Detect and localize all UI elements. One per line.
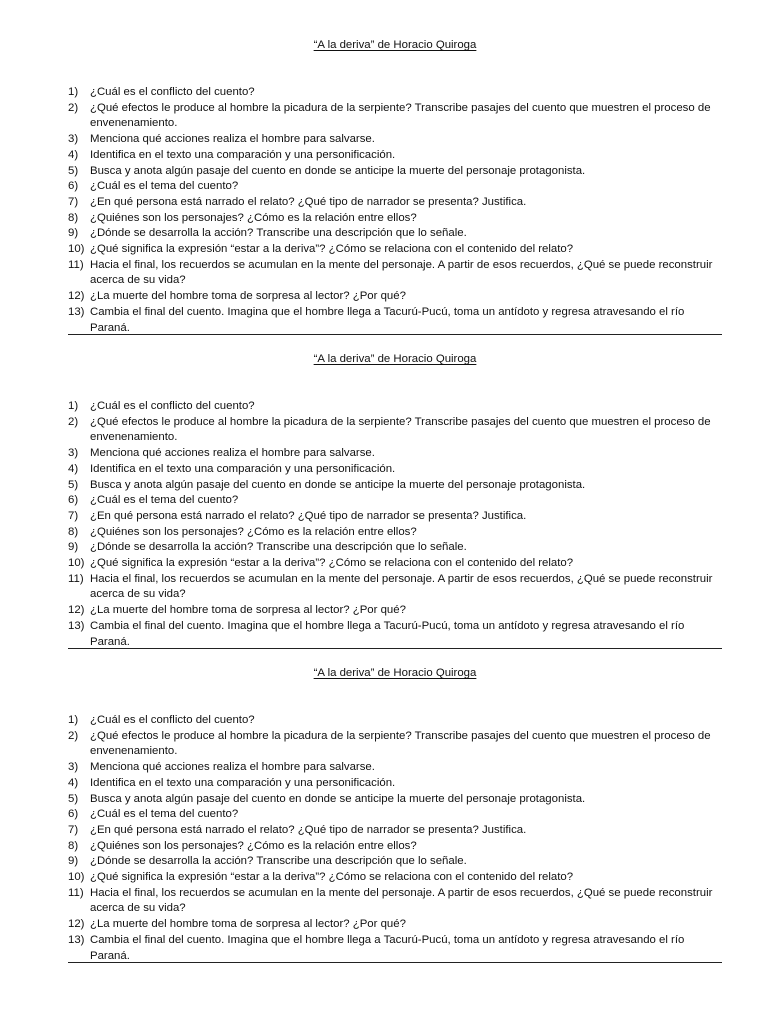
question-number: 13)	[68, 619, 85, 632]
question-number: 9)	[68, 541, 79, 554]
question-text: Identifica en el texto una comparación y una personificación.	[90, 776, 396, 789]
question-number: 8)	[68, 211, 79, 224]
question-number: 4)	[68, 462, 79, 475]
question-text: Cambia el final del cuento. Imagina que el hombre llega a Tacurú-Pucú, toma un antídoto y regresa atravesando el río Paraná.	[90, 305, 685, 334]
question-item	[68, 870, 722, 886]
question-item	[68, 807, 722, 823]
question-text: Menciona qué acciones realiza el hombre para salvarse.	[90, 447, 375, 460]
question-text: Cambia el final del cuento. Imagina que el hombre llega a Tacurú-Pucú, toma un antídoto y regresa atravesando el río Paraná.	[90, 933, 685, 962]
question-number: 12)	[68, 604, 85, 617]
question-text: ¿Qué efectos le produce al hombre la picadura de la serpiente? Transcribe pasajes del cuento que muestren el proceso de envenenamiento.	[90, 729, 711, 758]
question-item	[68, 917, 722, 933]
question-number: 7)	[68, 195, 79, 208]
question-text: ¿Cuál es el tema del cuento?	[90, 180, 239, 193]
question-number: 1)	[68, 400, 79, 412]
question-number: 6)	[68, 808, 79, 821]
question-item	[68, 258, 722, 289]
question-number: 13)	[68, 305, 85, 318]
question-item	[68, 101, 722, 132]
question-text: ¿La muerte del hombre toma de sorpresa al lector? ¿Por qué?	[90, 918, 406, 931]
question-number: 5)	[68, 478, 79, 491]
question-number: 11)	[68, 572, 84, 585]
question-number: 5)	[68, 164, 79, 177]
question-list	[68, 85, 722, 336]
question-item	[68, 854, 722, 870]
question-text: ¿La muerte del hombre toma de sorpresa al lector? ¿Por qué?	[90, 604, 406, 617]
question-number: 1)	[68, 714, 79, 726]
question-number: 4)	[68, 776, 79, 789]
section-divider	[68, 962, 722, 963]
question-number: 10)	[68, 871, 85, 884]
question-item	[68, 164, 722, 180]
question-text: ¿Dónde se desarrolla la acción? Transcribe una descripción que lo señale.	[90, 541, 467, 554]
question-number: 12)	[68, 290, 85, 303]
question-number: 4)	[68, 148, 79, 161]
question-item	[68, 226, 722, 242]
question-item	[68, 776, 722, 792]
question-number: 3)	[68, 761, 79, 774]
section-title: “A la deriva” de Horacio Quiroga	[313, 667, 477, 679]
question-text: ¿La muerte del hombre toma de sorpresa al lector? ¿Por qué?	[90, 290, 406, 303]
question-number: 5)	[68, 792, 79, 805]
question-item	[68, 572, 722, 603]
section-divider	[68, 648, 722, 649]
question-item	[68, 729, 722, 760]
question-item	[68, 540, 722, 556]
question-item	[68, 289, 722, 305]
question-item	[68, 713, 722, 729]
question-item	[68, 619, 722, 650]
question-number: 10)	[68, 557, 85, 570]
question-text: Menciona qué acciones realiza el hombre para salvarse.	[90, 133, 375, 146]
question-item	[68, 446, 722, 462]
question-text: ¿Cuál es el conflicto del cuento?	[90, 400, 255, 412]
question-item	[68, 242, 722, 258]
question-text: Busca y anota algún pasaje del cuento en donde se anticipe la muerte del personaje protagonista.	[90, 478, 586, 491]
question-item	[68, 85, 722, 101]
question-number: 3)	[68, 447, 79, 460]
question-item	[68, 760, 722, 776]
question-text: Hacia el final, los recuerdos se acumulan en la mente del personaje. A partir de esos recuerdos, ¿Qué se puede reconstruir acerca de su vida?	[90, 572, 713, 601]
question-item	[68, 415, 722, 446]
question-text: Identifica en el texto una comparación y una personificación.	[90, 148, 396, 161]
question-item	[68, 148, 722, 164]
question-text: ¿Dónde se desarrolla la acción? Transcribe una descripción que lo señale.	[90, 227, 467, 240]
question-number: 9)	[68, 855, 79, 868]
question-text: Cambia el final del cuento. Imagina que el hombre llega a Tacurú-Pucú, toma un antídoto y regresa atravesando el río Paraná.	[90, 619, 685, 648]
question-item	[68, 195, 722, 211]
question-number: 11)	[68, 258, 84, 271]
question-text: ¿Cuál es el conflicto del cuento?	[90, 86, 255, 98]
question-text: ¿Qué efectos le produce al hombre la picadura de la serpiente? Transcribe pasajes del cuento que muestren el proceso de envenenamiento.	[90, 415, 711, 444]
question-text: ¿Qué efectos le produce al hombre la picadura de la serpiente? Transcribe pasajes del cuento que muestren el proceso de envenenamiento.	[90, 101, 711, 130]
question-item	[68, 886, 722, 917]
question-item	[68, 399, 722, 415]
question-number: 8)	[68, 839, 79, 852]
question-number: 6)	[68, 180, 79, 193]
question-number: 2)	[68, 101, 79, 114]
question-item	[68, 509, 722, 525]
question-item	[68, 305, 722, 336]
question-number: 12)	[68, 918, 85, 931]
question-text: Busca y anota algún pasaje del cuento en donde se anticipe la muerte del personaje protagonista.	[90, 164, 586, 177]
question-number: 3)	[68, 133, 79, 146]
question-text: ¿Quiénes son los personajes? ¿Cómo es la relación entre ellos?	[90, 525, 417, 538]
question-number: 7)	[68, 509, 79, 522]
question-text: Hacia el final, los recuerdos se acumulan en la mente del personaje. A partir de esos recuerdos, ¿Qué se puede reconstruir acerca de su vida?	[90, 258, 713, 287]
question-number: 2)	[68, 415, 79, 428]
question-item	[68, 493, 722, 509]
question-item	[68, 792, 722, 808]
question-item	[68, 132, 722, 148]
question-text: Menciona qué acciones realiza el hombre para salvarse.	[90, 761, 375, 774]
question-item	[68, 839, 722, 855]
question-number: 6)	[68, 494, 79, 507]
question-item	[68, 933, 722, 964]
question-item	[68, 823, 722, 839]
question-text: ¿Qué significa la expresión “estar a la deriva”? ¿Cómo se relaciona con el contenido del relato?	[90, 871, 574, 884]
question-text: ¿En qué persona está narrado el relato? ¿Qué tipo de narrador se presenta? Justifica.	[90, 823, 527, 836]
question-number: 8)	[68, 525, 79, 538]
question-list	[68, 713, 722, 964]
question-list	[68, 399, 722, 650]
question-item	[68, 179, 722, 195]
question-number: 11)	[68, 886, 84, 899]
section-title: “A la deriva” de Horacio Quiroga	[313, 39, 477, 51]
question-item	[68, 462, 722, 478]
question-item	[68, 556, 722, 572]
section-divider	[68, 334, 722, 335]
question-number: 2)	[68, 729, 79, 742]
question-text: ¿Dónde se desarrolla la acción? Transcribe una descripción que lo señale.	[90, 855, 467, 868]
question-item	[68, 525, 722, 541]
question-text: Hacia el final, los recuerdos se acumulan en la mente del personaje. A partir de esos recuerdos, ¿Qué se puede reconstruir acerca de su vida?	[90, 886, 713, 915]
question-item	[68, 478, 722, 494]
question-text: ¿Cuál es el tema del cuento?	[90, 808, 239, 821]
question-text: ¿Quiénes son los personajes? ¿Cómo es la relación entre ellos?	[90, 211, 417, 224]
question-number: 13)	[68, 933, 85, 946]
question-number: 1)	[68, 86, 79, 98]
question-number: 7)	[68, 823, 79, 836]
question-number: 9)	[68, 227, 79, 240]
question-text: ¿En qué persona está narrado el relato? ¿Qué tipo de narrador se presenta? Justifica.	[90, 195, 527, 208]
question-text: Busca y anota algún pasaje del cuento en donde se anticipe la muerte del personaje protagonista.	[90, 792, 586, 805]
section-title: “A la deriva” de Horacio Quiroga	[313, 353, 477, 365]
question-text: ¿Qué significa la expresión “estar a la deriva”? ¿Cómo se relaciona con el contenido del relato?	[90, 557, 574, 570]
question-text: ¿En qué persona está narrado el relato? ¿Qué tipo de narrador se presenta? Justifica.	[90, 509, 527, 522]
question-item	[68, 211, 722, 227]
question-text: ¿Qué significa la expresión “estar a la deriva”? ¿Cómo se relaciona con el contenido del relato?	[90, 243, 574, 256]
question-text: Identifica en el texto una comparación y una personificación.	[90, 462, 396, 475]
question-number: 10)	[68, 243, 85, 256]
question-text: ¿Quiénes son los personajes? ¿Cómo es la relación entre ellos?	[90, 839, 417, 852]
question-text: ¿Cuál es el conflicto del cuento?	[90, 714, 255, 726]
question-text: ¿Cuál es el tema del cuento?	[90, 494, 239, 507]
question-item	[68, 603, 722, 619]
